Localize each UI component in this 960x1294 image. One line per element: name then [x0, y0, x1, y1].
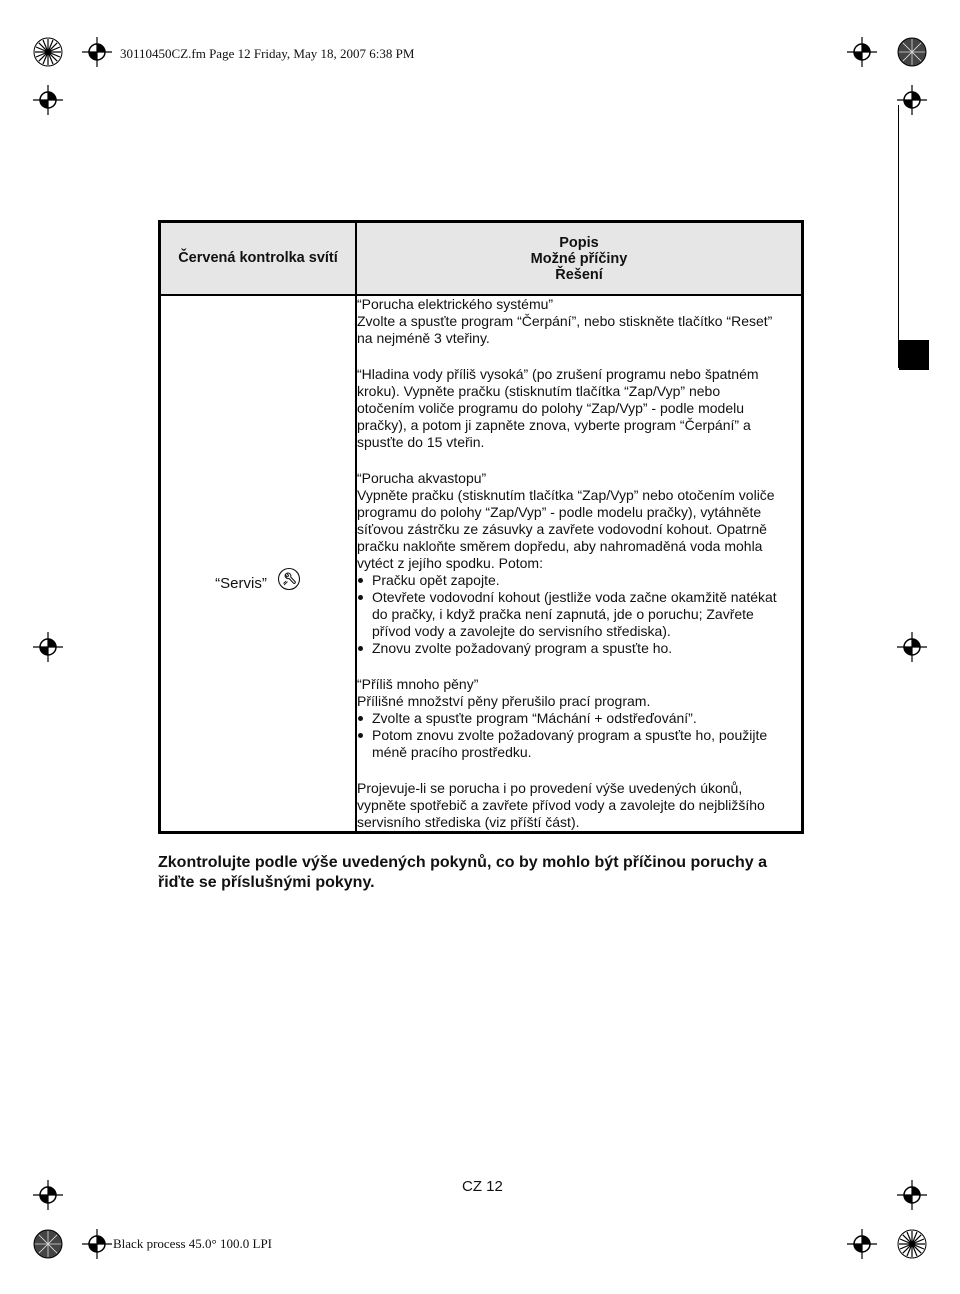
registration-mark-icon: [847, 37, 877, 67]
text-line: Otevřete vodovodní kohout (jestliže voda začne okamžitě natékat: [372, 589, 777, 605]
description-cell: [356, 295, 803, 833]
print-slug-top: 30110450CZ.fm Page 12 Friday, May 18, 2007 6:38 PM: [120, 46, 415, 61]
servis-indicator: [215, 575, 301, 592]
text-line: Přílišné množství pěny přerušilo prací program.: [357, 693, 651, 709]
text-line: Vypněte pračku (stisknutím tlačítka “Zap/Vyp” nebo otočením voliče: [357, 487, 775, 503]
text-line: vytéct z jejího spodku. Potom:: [357, 555, 543, 571]
registration-mark-icon: [897, 85, 927, 115]
text-line: na nejméně 3 vteřiny.: [357, 330, 490, 346]
text-line: Zkontrolujte podle výše uvedených pokynů, co by mohlo být příčinou poruchy a: [158, 854, 767, 871]
registration-mark-icon: [82, 37, 112, 67]
text-line: pračky), a potom ji zapněte znova, vyberte program “Čerpání” a: [357, 417, 751, 433]
registration-mark-icon: [897, 632, 927, 662]
text-line: do pračky, i když pračka není zapnutá, jde o poruchu; Zavřete: [372, 606, 754, 622]
text-line: “Porucha akvastopu”: [357, 470, 487, 486]
list-item: [357, 572, 801, 589]
registration-mark-icon: [897, 1180, 927, 1210]
text-line: Potom znovu zvolte požadovaný program a spusťte ho, použijte: [372, 727, 768, 743]
fault-aquastop: [357, 470, 801, 657]
text-line: “Příliš mnoho pěny”: [357, 676, 479, 692]
text-line: síťovou zástrčku ze zásuvky a zavřete vodovodní kohout. Opatrně: [357, 521, 767, 537]
header-line: Možné příčiny: [530, 250, 628, 267]
text-line: Znovu zvolte požadovaný program a spusťte ho.: [372, 640, 673, 656]
text-line: “Hladina vody příliš vysoká” (po zrušení programu nebo špatném: [357, 366, 759, 382]
indicator-cell: [160, 295, 357, 833]
registration-mark-icon: [33, 1180, 63, 1210]
registration-mark-icon: [33, 632, 63, 662]
bullet-list: [357, 710, 801, 761]
wrench-service-icon: [277, 567, 301, 591]
text-line: programu do polohy “Zap/Vyp” - podle modelu pračky), vytáhněte: [357, 504, 762, 520]
calibration-dial-icon: [897, 1229, 927, 1259]
page-number: CZ 12: [462, 1178, 503, 1195]
persistent-fault-note: [357, 780, 801, 831]
text-line: otočením voliče programu do polohy “Zap/Vyp” - podle modelu: [357, 400, 745, 416]
list-item: [357, 589, 801, 640]
text-line: řiďte se příslušnými pokyny.: [158, 874, 375, 891]
registration-mark-icon: [33, 85, 63, 115]
calibration-dial-icon: [33, 1229, 63, 1259]
calibration-dial-icon: [33, 37, 63, 67]
table-header-row: [160, 222, 803, 296]
text-line: přívod vody a zavolejte do servisního střediska).: [372, 623, 671, 639]
fault-water-level: [357, 366, 801, 451]
print-slug-bottom: Black process 45.0° 100.0 LPI: [113, 1236, 273, 1251]
check-instructions-note: [158, 853, 808, 893]
text-line: pračku nakloňte směrem dopředu, aby nahromaděná voda mohla: [357, 538, 763, 554]
header-description: [356, 222, 803, 296]
text-line: servisního střediska (viz příští část).: [357, 814, 580, 830]
side-margin-line: [898, 105, 899, 368]
bullet-list: [357, 572, 801, 657]
servis-label: “Servis”: [215, 575, 267, 592]
troubleshooting-table: [158, 220, 804, 834]
header-line: Popis: [559, 234, 599, 251]
text-line: Pračku opět zapojte.: [372, 572, 500, 588]
list-item: [357, 727, 801, 761]
text-line: “Porucha elektrického systému”: [357, 296, 554, 312]
header-indicator: Červená kontrolka svítí: [160, 222, 357, 296]
registration-mark-icon: [847, 1229, 877, 1259]
fault-foam: [357, 676, 801, 761]
header-line: Řešení: [555, 266, 603, 283]
calibration-dial-icon: [897, 37, 927, 67]
fault-electrical: [357, 296, 801, 347]
section-thumb-tab: [899, 340, 929, 370]
text-line: spusťte do 15 vteřin.: [357, 434, 485, 450]
text-line: vypněte spotřebič a zavřete přívod vody a zavolejte do nejbližšího: [357, 797, 765, 813]
table-row: [160, 295, 803, 833]
text-line: Zvolte a spusťte program “Máchání + odstřeďování”.: [372, 710, 697, 726]
text-line: kroku). Vypněte pračku (stisknutím tlačítka “Zap/Vyp” nebo: [357, 383, 721, 399]
text-line: méně pracího prostředku.: [372, 744, 532, 760]
list-item: [357, 710, 801, 727]
text-line: Zvolte a spusťte program “Čerpání”, nebo stiskněte tlačítko “Reset”: [357, 313, 773, 329]
registration-mark-icon: [82, 1229, 112, 1259]
text-line: Projevuje-li se porucha i po provedení výše uvedených úkonů,: [357, 780, 743, 796]
list-item: [357, 640, 801, 657]
